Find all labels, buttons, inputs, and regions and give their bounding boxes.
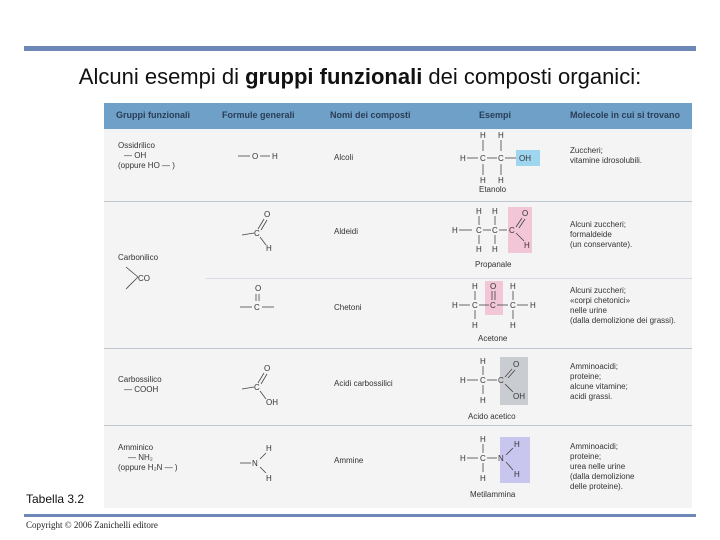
svg-text:O: O — [252, 152, 259, 161]
svg-text:H: H — [510, 321, 516, 330]
svg-text:H: H — [266, 474, 272, 483]
compound-name: Ammine — [334, 456, 364, 465]
svg-text:C: C — [492, 226, 498, 235]
row-divider — [104, 201, 692, 202]
molecule-item: (un conservante). — [570, 240, 633, 249]
svg-text:C: C — [254, 303, 260, 312]
svg-text:H: H — [480, 357, 486, 366]
svg-text:H: H — [492, 245, 498, 254]
header-nomi: Nomi dei composti — [330, 110, 411, 120]
molecule-item: Amminoacidi; — [570, 362, 619, 371]
molecules-list — [570, 286, 676, 326]
title-bold: gruppi funzionali — [245, 64, 423, 89]
copyright-notice: Copyright © 2006 Zanichelli editore — [26, 520, 158, 530]
title-post: dei composti organici: — [422, 64, 642, 89]
molecule-item: proteine; — [570, 452, 602, 461]
header-esempi: Esempi — [479, 110, 512, 120]
svg-text:H: H — [498, 176, 504, 185]
svg-text:H: H — [452, 301, 458, 310]
svg-text:O: O — [264, 210, 271, 219]
svg-text:H: H — [480, 131, 486, 140]
row-divider — [104, 425, 692, 426]
group-formula: — OH — [124, 151, 147, 160]
svg-text:H: H — [524, 241, 530, 250]
row-divider — [104, 348, 692, 349]
svg-text:N: N — [252, 459, 258, 468]
molecules-list — [570, 362, 628, 402]
molecule-item: delle proteine). — [570, 482, 623, 491]
atom-c: CO — [138, 274, 150, 283]
svg-text:C: C — [480, 154, 486, 163]
molecule-item: (dalla demolizione dei grassi). — [570, 316, 676, 325]
molecule-item: formaldeide — [570, 230, 612, 239]
svg-text:H: H — [530, 301, 536, 310]
svg-text:H: H — [480, 435, 486, 444]
header-gruppi: Gruppi funzionali — [116, 110, 190, 120]
compound-name: Acidi carbossilici — [334, 379, 393, 388]
svg-text:C: C — [480, 376, 486, 385]
molecule-item: urea nelle urine — [570, 462, 626, 471]
svg-text:H: H — [476, 207, 482, 216]
molecule-item: «corpi chetonici» — [570, 296, 631, 305]
svg-text:H: H — [460, 154, 466, 163]
svg-text:H: H — [498, 131, 504, 140]
molecule-item: vitamine idrosolubili. — [570, 156, 643, 165]
header-molecole: Molecole in cui si trovano — [570, 110, 681, 120]
molecules-list — [570, 442, 634, 492]
svg-text:H: H — [480, 474, 486, 483]
group-ossidrilico — [118, 141, 175, 171]
molecules-list — [570, 220, 632, 250]
svg-text:C: C — [509, 226, 515, 235]
svg-text:C: C — [498, 376, 504, 385]
svg-text:C: C — [254, 229, 260, 238]
svg-text:N: N — [498, 454, 504, 463]
svg-text:C: C — [490, 301, 496, 310]
svg-text:C: C — [254, 383, 260, 392]
svg-text:O: O — [513, 360, 520, 369]
molecule-item: Zuccheri; — [570, 146, 603, 155]
svg-text:H: H — [480, 176, 486, 185]
general-formula-carboxylic — [238, 361, 288, 407]
svg-text:C: C — [510, 301, 516, 310]
carbonyl-group-structure — [118, 263, 168, 299]
structure-metilammina — [456, 433, 540, 489]
molecule-item: alcune vitamine; — [570, 382, 628, 391]
molecule-item: acidi grassi. — [570, 392, 613, 401]
example-name: Acido acetico — [468, 412, 516, 421]
svg-text:C: C — [476, 226, 482, 235]
group-label: Amminico — [118, 443, 154, 452]
structure-acetone — [448, 279, 548, 341]
svg-text:H: H — [266, 444, 272, 453]
svg-text:C: C — [472, 301, 478, 310]
svg-text:H: H — [472, 321, 478, 330]
svg-text:H: H — [492, 207, 498, 216]
molecule-item: Alcuni zuccheri; — [570, 220, 627, 229]
header-formule: Formule generali — [222, 110, 295, 120]
group-label: Carbonilico — [118, 253, 159, 262]
svg-text:O: O — [255, 284, 262, 293]
svg-text:C: C — [480, 454, 486, 463]
structure-propanale — [448, 203, 548, 267]
svg-text:H: H — [510, 282, 516, 291]
general-formula-aldehyde — [238, 207, 288, 253]
molecule-item: proteine; — [570, 372, 602, 381]
svg-text:H: H — [514, 470, 520, 479]
group-label: Ossidrilico — [118, 141, 155, 150]
general-formula-alcohol — [238, 147, 288, 167]
example-name: Propanale — [475, 260, 512, 269]
svg-text:H: H — [472, 282, 478, 291]
group-carbonilico — [118, 253, 158, 263]
general-formula-amine — [238, 441, 288, 487]
svg-text:O: O — [490, 282, 497, 291]
group-amminico — [118, 443, 178, 473]
molecules-list — [570, 146, 642, 166]
svg-text:H: H — [452, 226, 458, 235]
molecule-item: Alcuni zuccheri; — [570, 286, 627, 295]
svg-text:C: C — [498, 154, 504, 163]
functional-groups-table — [104, 103, 692, 508]
svg-text:H: H — [514, 440, 520, 449]
compound-name: Alcoli — [334, 153, 354, 162]
svg-text:OH: OH — [513, 392, 525, 401]
compound-name: Aldeidi — [334, 227, 359, 236]
group-formula-alt: (oppure H₂N — ) — [118, 463, 178, 472]
svg-text:O: O — [264, 364, 271, 373]
table-header — [104, 103, 692, 129]
svg-text:H: H — [266, 244, 272, 253]
example-name: Acetone — [478, 334, 508, 343]
molecule-item: (dalla demolizione — [570, 472, 635, 481]
group-formula: — COOH — [124, 385, 159, 394]
group-formula: — NH₂ — [128, 453, 153, 462]
molecule-item: nelle urine — [570, 306, 607, 315]
svg-text:H: H — [480, 396, 486, 405]
svg-text:OH: OH — [519, 154, 531, 163]
group-label: Carbossilico — [118, 375, 162, 384]
top-rule — [24, 46, 696, 51]
svg-text:OH: OH — [266, 398, 278, 407]
svg-text:H: H — [460, 376, 466, 385]
group-carbossilico — [118, 375, 162, 395]
svg-text:H: H — [460, 454, 466, 463]
title-pre: Alcuni esempi di — [78, 64, 246, 89]
group-formula-alt: (oppure HO — ) — [118, 161, 175, 170]
molecule-item: Amminoacidi; — [570, 442, 619, 451]
example-name: Etanolo — [479, 185, 507, 194]
svg-text:H: H — [476, 245, 482, 254]
svg-text:O: O — [522, 209, 529, 218]
bottom-rule — [24, 514, 696, 517]
table-caption: Tabella 3.2 — [26, 492, 85, 506]
general-formula-ketone — [238, 283, 288, 315]
example-name: Metilammina — [470, 490, 516, 499]
compound-name: Chetoni — [334, 303, 362, 312]
svg-text:H: H — [272, 152, 278, 161]
structure-acido-acetico — [456, 355, 540, 411]
slide-title — [0, 64, 720, 90]
